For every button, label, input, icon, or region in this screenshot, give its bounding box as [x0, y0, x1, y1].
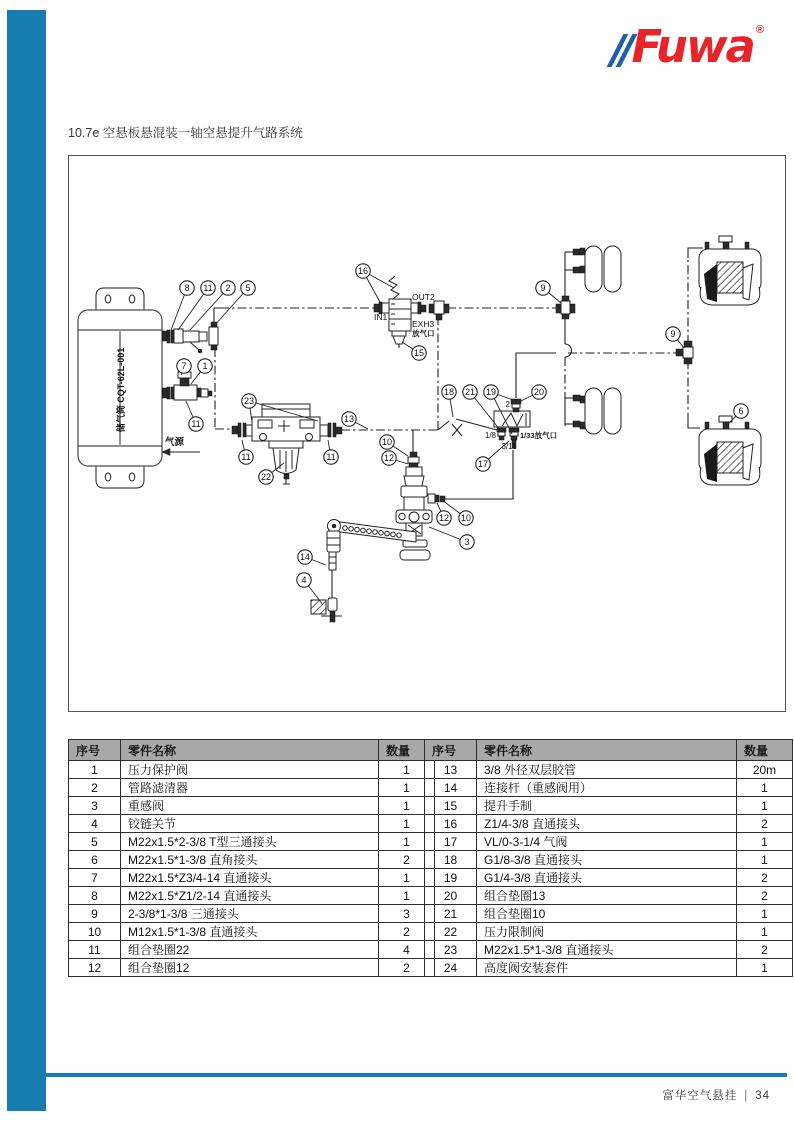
part-qty: 2 [737, 815, 793, 833]
part-name: Z1/4-3/8 直通接头 [477, 815, 737, 833]
part-no: 20 [425, 887, 477, 905]
part-name: 2-3/8*1-3/8 三通接头 [121, 905, 379, 923]
part-name: 压力限制阀 [477, 923, 737, 941]
part-no: 9 [69, 905, 121, 923]
part-no: 8 [69, 887, 121, 905]
svg-text:7: 7 [181, 361, 187, 372]
table-row [69, 815, 435, 833]
svg-text:12: 12 [383, 453, 395, 464]
part-no: 22 [425, 923, 477, 941]
part-qty: 1 [379, 815, 435, 833]
svg-text:8: 8 [184, 283, 190, 294]
table-row [69, 923, 435, 941]
svg-text:23: 23 [243, 396, 255, 407]
part-no: 12 [69, 959, 121, 977]
svg-text:3: 3 [464, 537, 470, 548]
part-name: 3/8 外径双层胶管 [477, 761, 737, 779]
part-qty: 1 [379, 833, 435, 851]
part-name: G1/4-3/8 直通接头 [477, 869, 737, 887]
part-name: 提升手制 [477, 797, 737, 815]
part-name: 组合垫圈13 [477, 887, 737, 905]
part-no: 19 [425, 869, 477, 887]
table-row [69, 887, 435, 905]
part-qty: 1 [737, 779, 793, 797]
table-row [425, 797, 793, 815]
part-name: M22x1.5*Z1/2-14 直通接头 [121, 887, 379, 905]
part-no: 14 [425, 779, 477, 797]
header-row [425, 740, 793, 761]
svg-text:19: 19 [485, 387, 497, 398]
block-port-18-label: 1/8 [484, 431, 496, 440]
part-qty: 2 [737, 869, 793, 887]
part-name: M22x1.5*1-3/8 直通接头 [477, 941, 737, 959]
part-qty: 1 [737, 923, 793, 941]
svg-text:16: 16 [357, 266, 369, 277]
svg-text:5: 5 [245, 283, 251, 294]
column-header: 零件名称 [121, 740, 379, 761]
table-row [425, 905, 793, 923]
header-row [69, 740, 435, 761]
svg-text:2: 2 [225, 283, 231, 294]
footer-separator: | [744, 1090, 749, 1102]
svg-text:11: 11 [241, 452, 251, 463]
svg-text:11: 11 [203, 283, 213, 294]
svg-text:20: 20 [533, 387, 545, 398]
table-row [69, 959, 435, 977]
part-name: M22x1.5*2-3/8 T型三通接头 [121, 833, 379, 851]
footer-divider [46, 1073, 787, 1077]
svg-text:11: 11 [326, 452, 336, 463]
svg-text:1: 1 [202, 361, 208, 372]
part-qty: 4 [379, 941, 435, 959]
table-row [425, 869, 793, 887]
column-header: 序号 [69, 740, 121, 761]
parts-table [424, 739, 793, 977]
part-name: M22x1.5*1-3/8 直角接头 [121, 851, 379, 869]
table-row [69, 833, 435, 851]
parts-table-left [68, 739, 435, 977]
block-vent-label: 1/33放气口 [520, 431, 558, 440]
part-qty: 1 [737, 833, 793, 851]
part-qty: 2 [737, 941, 793, 959]
part-no: 24 [425, 959, 477, 977]
page-number: 34 [755, 1090, 770, 1102]
part-no: 23 [425, 941, 477, 959]
part-name: M22x1.5*Z3/4-14 直通接头 [121, 869, 379, 887]
table-row [425, 779, 793, 797]
column-header: 数量 [379, 740, 435, 761]
part-qty: 1 [737, 797, 793, 815]
part-no: 6 [69, 851, 121, 869]
part-qty: 1 [737, 851, 793, 869]
svg-text:18: 18 [443, 387, 455, 398]
part-no: 18 [425, 851, 477, 869]
part-qty: 2 [379, 851, 435, 869]
port-in1-label: IN1 [374, 312, 388, 322]
svg-text:9: 9 [540, 283, 546, 294]
svg-text:17: 17 [477, 459, 489, 470]
part-name: 重感阀 [121, 797, 379, 815]
port-exh3-label: EXH3 [412, 319, 435, 329]
column-header: 数量 [737, 740, 793, 761]
part-no: 2 [69, 779, 121, 797]
part-qty: 1 [379, 779, 435, 797]
table-row [425, 941, 793, 959]
part-qty: 2 [379, 923, 435, 941]
part-name: VL/0-3-1/4 气阀 [477, 833, 737, 851]
part-name: 管路滤清器 [121, 779, 379, 797]
part-no: 4 [69, 815, 121, 833]
svg-text:22: 22 [260, 472, 272, 483]
table-row [425, 851, 793, 869]
footer [662, 1087, 770, 1103]
svg-text:21: 21 [464, 387, 476, 398]
part-no: 13 [425, 761, 477, 779]
part-qty: 2 [737, 887, 793, 905]
table-row [69, 851, 435, 869]
block-port-2-label: 2 [505, 400, 510, 409]
part-qty: 1 [379, 887, 435, 905]
part-name: M12x1.5*1-3/8 直通接头 [121, 923, 379, 941]
footer-brand: 富华空气悬挂 [662, 1090, 738, 1102]
part-no: 21 [425, 905, 477, 923]
part-qty: 1 [379, 797, 435, 815]
svg-text:15: 15 [413, 348, 425, 359]
part-qty: 1 [737, 905, 793, 923]
part-qty: 1 [737, 959, 793, 977]
part-no: 1 [69, 761, 121, 779]
block-port-311-label: 3/11 [501, 442, 517, 451]
part-qty: 1 [379, 761, 435, 779]
table-row [425, 833, 793, 851]
registered-trademark-icon: ® [755, 24, 764, 36]
svg-text:14: 14 [299, 552, 311, 563]
vent-port-label: 放气口 [412, 329, 435, 338]
svg-text:6: 6 [738, 406, 744, 417]
column-header: 零件名称 [477, 740, 737, 761]
logo-text: Fuwa [631, 20, 754, 73]
part-name: 组合垫圈12 [121, 959, 379, 977]
port-out2-label: OUT2 [412, 292, 435, 302]
part-no: 17 [425, 833, 477, 851]
column-header: 序号 [425, 740, 477, 761]
table-row [425, 959, 793, 977]
part-no: 3 [69, 797, 121, 815]
table-row [69, 869, 435, 887]
part-name: 铰链关节 [121, 815, 379, 833]
table-row [69, 779, 435, 797]
svg-text:11: 11 [191, 419, 201, 430]
table-row [69, 761, 435, 779]
svg-text:13: 13 [343, 414, 355, 425]
air-source-label: 气源 [165, 437, 185, 448]
part-no: 16 [425, 815, 477, 833]
table-row [425, 761, 793, 779]
table-row [425, 815, 793, 833]
table-row [425, 887, 793, 905]
section-title: 10.7e 空悬板悬混装一轴空悬提升气路系统 [68, 126, 303, 140]
table-row [69, 941, 435, 959]
part-qty: 1 [379, 869, 435, 887]
svg-text:10: 10 [460, 513, 472, 524]
part-name: 高度阀安装套件 [477, 959, 737, 977]
part-qty: 2 [379, 959, 435, 977]
svg-text:12: 12 [438, 513, 450, 524]
part-no: 10 [69, 923, 121, 941]
svg-text:9: 9 [670, 329, 676, 340]
table-row [69, 797, 435, 815]
part-name: G1/8-3/8 直通接头 [477, 851, 737, 869]
svg-text:4: 4 [301, 575, 307, 586]
table-row [69, 905, 435, 923]
tank-label: 储气筒 CQT-62L-001 [116, 347, 126, 433]
svg-text:10: 10 [381, 437, 393, 448]
part-name: 组合垫圈22 [121, 941, 379, 959]
part-qty: 3 [379, 905, 435, 923]
part-name: 组合垫圈10 [477, 905, 737, 923]
part-no: 15 [425, 797, 477, 815]
part-name: 压力保护阀 [121, 761, 379, 779]
part-name: 连接杆（重感阀用） [477, 779, 737, 797]
part-qty: 20m [737, 761, 793, 779]
diagram-frame [69, 156, 786, 712]
part-no: 5 [69, 833, 121, 851]
parts-table-right [424, 739, 793, 977]
table-row [425, 923, 793, 941]
part-no: 7 [69, 869, 121, 887]
part-no: 11 [69, 941, 121, 959]
parts-table [68, 739, 435, 977]
